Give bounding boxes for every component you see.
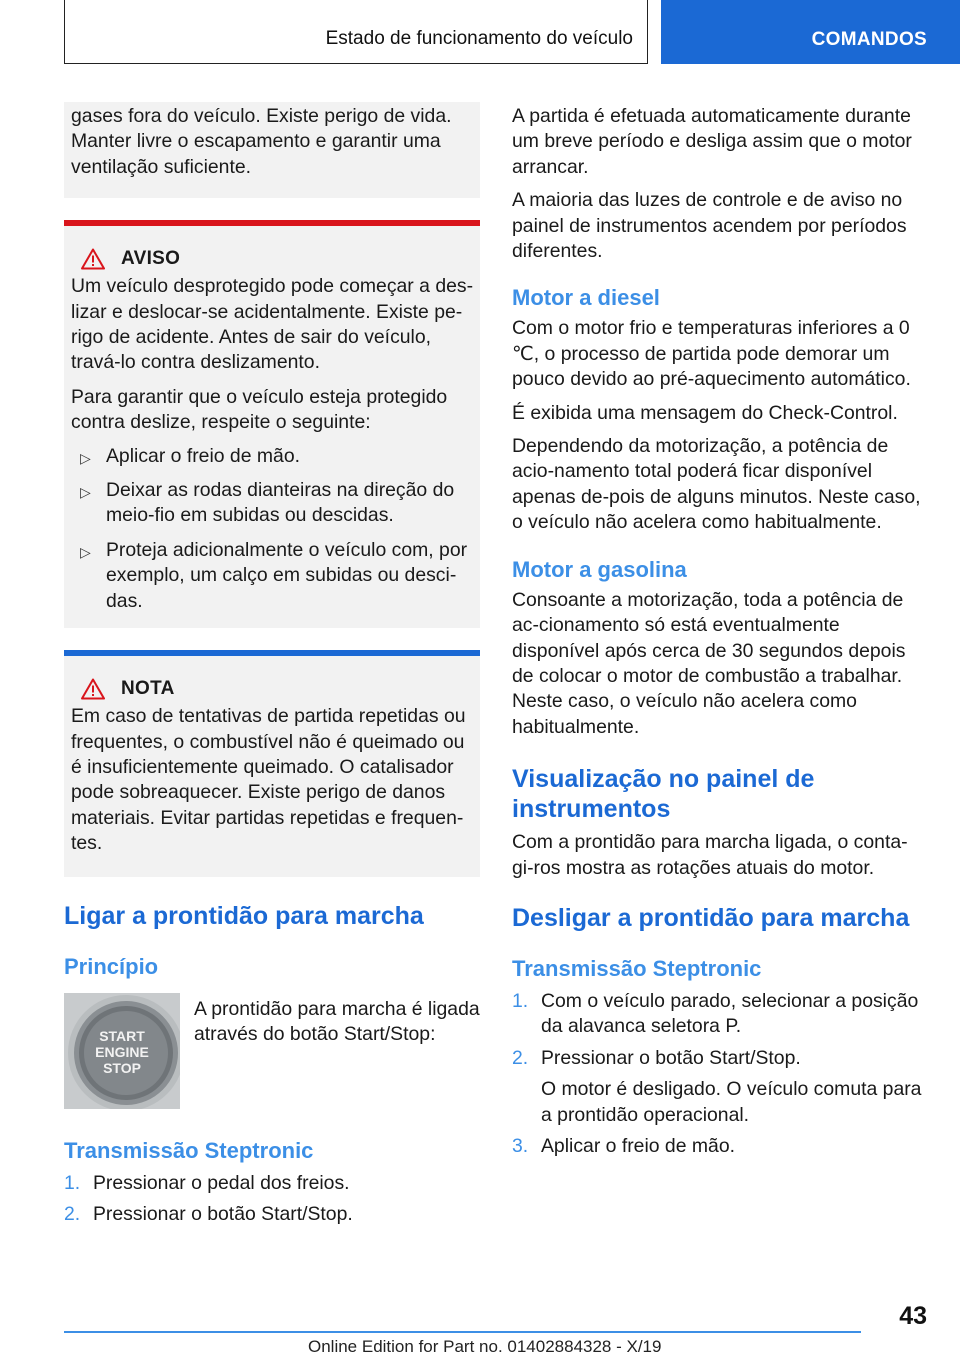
heading-desligar: Desligar a prontidão para marcha — [512, 903, 910, 932]
list-item: ▷ Aplicar o freio de mão. — [71, 444, 474, 469]
aviso-title: AVISO — [121, 248, 181, 270]
right-column — [512, 102, 926, 1159]
footer-edition: Online Edition for Part no. 01402884328 - X/19 — [308, 1337, 662, 1356]
principio-row — [64, 993, 480, 1109]
diesel-paragraph-2: É exibida uma mensagem do Check-Control. — [512, 401, 898, 424]
heading-steptronic-left: Transmissão Steptronic — [64, 1137, 314, 1163]
step-item: 3. Aplicar o freio de mão. — [512, 1134, 736, 1157]
heading-principio: Princípio — [64, 953, 159, 979]
diesel-paragraph-1: Com o motor frio e temperaturas inferiores a 0 ℃, o processo de partida pode demorar um pouco devido ao pré-aquecimento automático. — [512, 317, 911, 391]
step-item: 1. Pressionar o pedal dos freios. — [64, 1171, 350, 1194]
nota-paragraph: Em caso de tentativas de partida repetidas ou frequentes, o combustível não é queimado ou é insuficientemente queimado. O catalisador pode sobreaquecer. Existe perigo de danos materiais. Evitar partidas repetidas e frequen-tes. — [71, 705, 466, 855]
diesel-paragraph-3: Dependendo da motorização, a potência de acio-namento total poderá ficar disponível apenas de-pois de alguns minutos. Neste caso, o veículo não acelera como habitualmente. — [512, 435, 921, 534]
aviso-paragraph-2: Para garantir que o veículo esteja protegido contra deslize, respeite o seguinte: — [71, 385, 448, 434]
heading-gasolina: Motor a gasolina — [512, 556, 687, 582]
nota-box — [64, 656, 480, 876]
svg-text:ENGINE: ENGINE — [95, 1043, 149, 1060]
header-section — [64, 0, 648, 64]
intro-box — [64, 102, 480, 198]
svg-text:START: START — [99, 1027, 145, 1044]
aviso-title-row — [71, 232, 474, 274]
start-engine-stop-icon — [64, 993, 180, 1109]
section-title: Estado de funcionamento do veículo — [325, 28, 633, 49]
aviso-box — [64, 226, 480, 628]
warning-triangle-icon — [81, 248, 105, 270]
step-item: 2. Pressionar o botão Start/Stop. — [64, 1202, 353, 1225]
triangle-right-icon: ▷ — [80, 543, 91, 560]
nota-title-row — [71, 662, 474, 704]
triangle-right-icon: ▷ — [80, 449, 91, 466]
intro-text: gases fora do veículo. Existe perigo de vida. Manter livre o escapamento e garantir uma ventilação suficiente. — [71, 105, 452, 178]
warning-triangle-icon — [81, 678, 105, 700]
start-stop-button-image — [64, 993, 180, 1109]
aviso-paragraph-1: Um veículo desprotegido pode começar a des-lizar e deslocar-se acidentalmente. Existe pe-rigo de acidente. Antes de sair do veículo, travá-lo contra deslizamento. — [71, 275, 474, 374]
heading-steptronic-right: Transmissão Steptronic — [512, 955, 762, 981]
principio-caption: A prontidão para marcha é ligada através do botão Start/Stop: — [194, 997, 480, 1045]
list-item: ▷ Deixar as rodas dianteiras na direção do meio-fio em subidas ou descidas. — [80, 479, 455, 527]
heading-diesel: Motor a diesel — [512, 285, 660, 311]
chapter-title: COMANDOS — [811, 29, 927, 50]
right-paragraph-2: A maioria das luzes de controle e de aviso no painel de instrumentos acendem por períodos diferentes. — [512, 189, 907, 263]
aviso-list — [71, 444, 474, 614]
nota-title: NOTA — [121, 678, 175, 700]
step-note: O motor é desligado. O veículo comuta para a prontidão operacional. — [541, 1078, 922, 1126]
desligar-steps — [512, 989, 926, 1159]
page-number: 43 — [899, 1302, 927, 1330]
steptronic-steps — [64, 1171, 480, 1228]
svg-text:STOP: STOP — [103, 1059, 141, 1076]
footer-divider — [64, 1331, 861, 1333]
gasolina-paragraph: Consoante a motorização, toda a potência de ac-cionamento só está eventualmente disponível após cerca de 30 segundos depois de colocar o motor de combustão a trabalhar. Neste caso, o veículo não acelera como habitualmente. — [512, 588, 906, 738]
header-chapter — [661, 0, 960, 64]
list-item: ▷ Proteja adicionalmente o veículo com, por exemplo, um calço em subidas ou desci-das. — [80, 538, 468, 612]
step-item: 1. Com o veículo parado, selecionar a posição da alavanca seletora P. — [512, 989, 919, 1038]
heading-visualizacao: Visualização no painel de instrumentos — [512, 765, 815, 824]
triangle-right-icon: ▷ — [80, 484, 91, 501]
heading-ligar: Ligar a prontidão para marcha — [64, 901, 424, 930]
step-item: 2. Pressionar o botão Start/Stop. O motor é desligado. O veículo comuta para a prontidão operacional. — [512, 1046, 926, 1128]
right-paragraph-1: A partida é efetuada automaticamente durante um breve período e desliga assim que o motor arrancar. — [512, 105, 912, 178]
left-column — [64, 102, 480, 1227]
visualizacao-paragraph: Com a prontidão para marcha ligada, o conta-gi-ros mostra as rotações atuais do motor. — [512, 831, 908, 879]
